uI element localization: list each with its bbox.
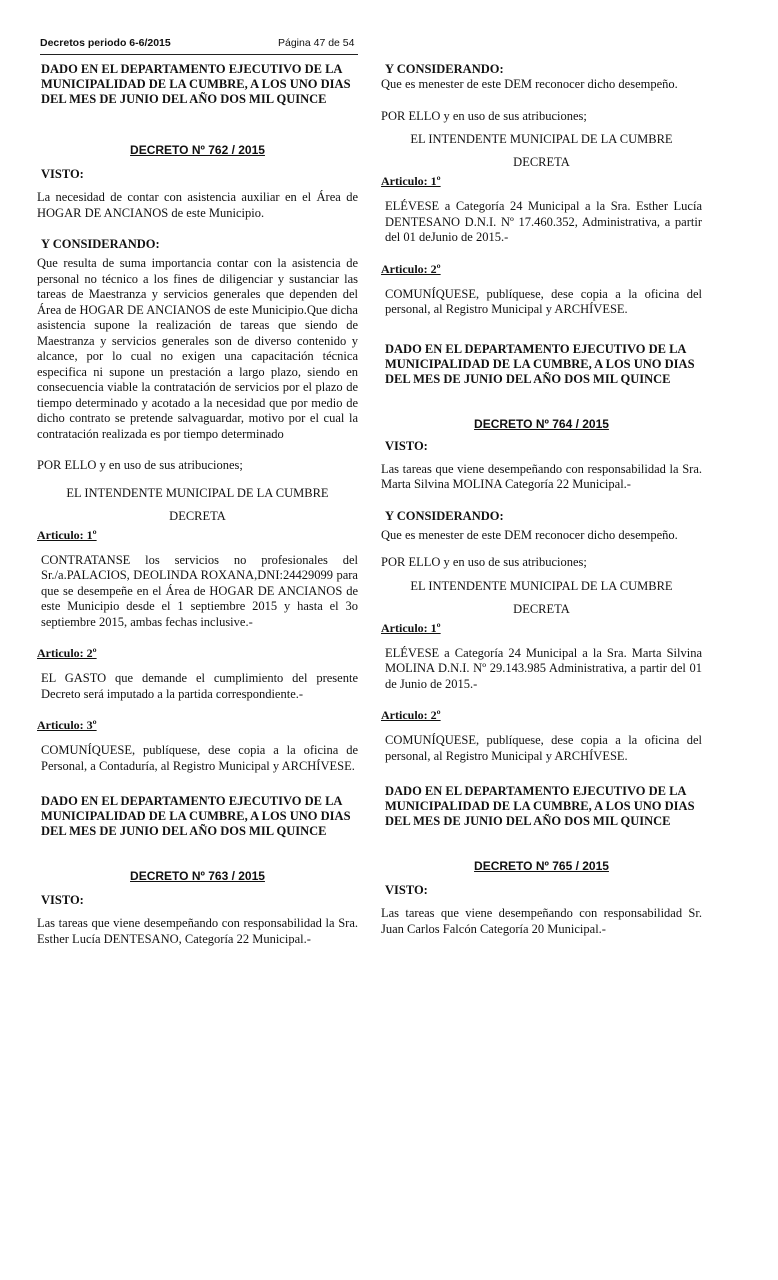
article-2-label: Articulo: 2º bbox=[381, 708, 441, 722]
visto-label: VISTO: bbox=[41, 167, 84, 181]
por-ello-text: POR ELLO y en uso de sus atribuciones; bbox=[37, 458, 243, 472]
article-3-text: COMUNÍQUESE, publíquese, dese copia a la oficina de Personal, a Contaduría, al Registro Municipal y ARCHÍVESE. bbox=[41, 743, 358, 773]
closing-statement: DADO EN EL DEPARTAMENTO EJECUTIVO DE LA MUNICIPALIDAD DE LA CUMBRE, A LOS UNO DIAS DEL MES DE JUNIO DEL AÑO DOS MIL QUINCE bbox=[41, 62, 351, 106]
decree-763-title: DECRETO Nº 763 / 2015 bbox=[130, 869, 265, 883]
decreta-heading: DECRETA bbox=[169, 508, 226, 523]
article-2-text: COMUNÍQUESE, publíquese, dese copia a la oficina del personal, al Registro Municipal y ARCHÍVESE. bbox=[385, 286, 702, 316]
article-2-text: EL GASTO que demande el cumplimiento del presente Decreto será imputado a la partida correspondiente.- bbox=[41, 671, 358, 701]
article-2-label: Articulo: 2º bbox=[37, 646, 97, 660]
considerando-text: Que es menester de este DEM reconocer dicho desempeño. bbox=[381, 77, 678, 91]
closing-statement: DADO EN EL DEPARTAMENTO EJECUTIVO DE LA MUNICIPALIDAD DE LA CUMBRE, A LOS UNO DIAS DEL MES DE JUNIO DEL AÑO DOS MIL QUINCE bbox=[385, 784, 695, 828]
visto-text: La necesidad de contar con asistencia auxiliar en el Área de HOGAR DE ANCIANOS de este Municipio. bbox=[37, 190, 358, 220]
document-title: Decretos periodo 6-6/2015 bbox=[40, 37, 171, 49]
article-1-label: Articulo: 1º bbox=[381, 174, 441, 188]
visto-label: VISTO: bbox=[41, 893, 84, 907]
intendente-heading: EL INTENDENTE MUNICIPAL DE LA CUMBRE bbox=[410, 132, 673, 146]
closing-statement: DADO EN EL DEPARTAMENTO EJECUTIVO DE LA MUNICIPALIDAD DE LA CUMBRE, A LOS UNO DIAS DEL MES DE JUNIO DEL AÑO DOS MIL QUINCE bbox=[385, 341, 695, 386]
article-1-text: ELÉVESE a Categoría 24 Municipal a la Sra. Marta Silvina MOLINA D.N.I. Nº 29.143.985 Administrativa, a partir del 01 de Junio de 2015.- bbox=[385, 645, 702, 691]
decree-764-title: DECRETO Nº 764 / 2015 bbox=[474, 416, 609, 431]
right-column bbox=[381, 62, 702, 937]
page-number: Página 47 de 54 bbox=[278, 37, 355, 49]
considerando-text: Que es menester de este DEM reconocer dicho desempeño. bbox=[381, 527, 678, 542]
considerando-label: Y CONSIDERANDO: bbox=[385, 508, 504, 523]
considerando-text: Que resulta de suma importancia contar con la asistencia de personal no técnico a los fines de diligenciar y sustanciar las tareas de Maestranza y servicios generales que dependen del Área de HOGAR DE ANCIANOS de este Municipio.Que dicha asistencia supone la realización de tareas que siendo de Maestranza y servicios generales son de diverso contenido y alcance, por lo cual no exigen una capacitación técnica especifica ni supone un prestación a largo plazo, siendo en consecuencia viable la contratación de servicios por el plazo de tiempo determinado y acotado a la necesidad que por medio de dicho contrato se pretende salvaguardar, motivo por el cual la contratación realizada es por tiempo determinado bbox=[37, 256, 358, 441]
intendente-heading: EL INTENDENTE MUNICIPAL DE LA CUMBRE bbox=[410, 578, 673, 593]
article-1-label: Articulo: 1º bbox=[37, 527, 97, 542]
article-1-text: ELÉVESE a Categoría 24 Municipal a la Sra. Esther Lucía DENTESANO D.N.I. Nº 17.460.352, Administrativa, a partir del 01 deJunio de 2015.- bbox=[385, 199, 702, 244]
visto-label: VISTO: bbox=[385, 438, 428, 453]
considerando-label: Y CONSIDERANDO: bbox=[385, 62, 504, 76]
visto-text: Las tareas que viene desempeñando con responsabilidad la Sra. Marta Silvina MOLINA Categoría 22 Municipal.- bbox=[381, 461, 702, 491]
decree-762-title: DECRETO Nº 762 / 2015 bbox=[130, 143, 265, 157]
page-header bbox=[40, 36, 358, 55]
decreta-heading: DECRETA bbox=[513, 155, 570, 169]
article-3-label: Articulo: 3º bbox=[37, 718, 97, 732]
article-1-text: CONTRATANSE los servicios no profesionales del Sr./a.PALACIOS, DEOLINDA ROXANA,DNI:24429099 para que se desempeñe en el Área de HOGAR DE ANCIANOS de este Municipio desde el 1 septiembre 2015 y hasta el 3o septiembre 2015, ambas fechas inclusive.- bbox=[41, 552, 358, 629]
por-ello-text: POR ELLO y en uso de sus atribuciones; bbox=[381, 108, 587, 123]
article-2-label: Articulo: 2º bbox=[381, 261, 441, 276]
left-column bbox=[37, 62, 358, 947]
article-1-label: Articulo: 1º bbox=[381, 620, 441, 635]
article-2-text: COMUNÍQUESE, publíquese, dese copia a la oficina del personal, al Registro Municipal y ARCHÍVESE. bbox=[385, 733, 702, 763]
considerando-label: Y CONSIDERANDO: bbox=[41, 237, 160, 251]
intendente-heading: EL INTENDENTE MUNICIPAL DE LA CUMBRE bbox=[66, 485, 329, 500]
visto-label: VISTO: bbox=[385, 883, 428, 897]
visto-text: Las tareas que viene desempeñando con responsabilidad Sr. Juan Carlos Falcón Categoría 20 Municipal.- bbox=[381, 906, 702, 936]
closing-statement: DADO EN EL DEPARTAMENTO EJECUTIVO DE LA MUNICIPALIDAD DE LA CUMBRE, A LOS UNO DIAS DEL MES DE JUNIO DEL AÑO DOS MIL QUINCE bbox=[41, 794, 351, 838]
decree-765-title: DECRETO Nº 765 / 2015 bbox=[474, 859, 609, 873]
visto-text: Las tareas que viene desempeñando con responsabilidad la Sra. Esther Lucía DENTESANO, Categoría 22 Municipal.- bbox=[37, 916, 358, 946]
decreta-heading: DECRETA bbox=[513, 601, 570, 616]
por-ello-text: POR ELLO y en uso de sus atribuciones; bbox=[381, 555, 587, 569]
